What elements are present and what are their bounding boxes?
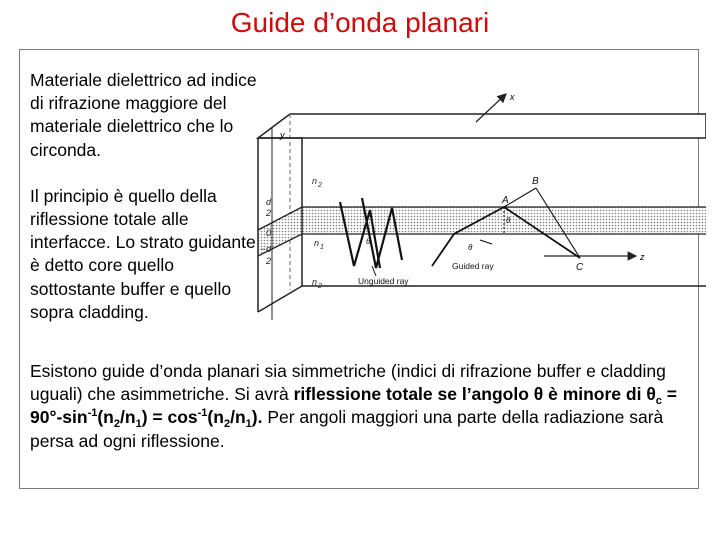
label-n2-top: n (312, 176, 318, 186)
bottom-bold-1: riflessione totale se l’angolo θ è minore di θ (293, 384, 656, 405)
sub-n1-a: 1 (135, 418, 142, 431)
bottom-bold-3: (n (97, 407, 114, 428)
theta-label-2: θ (506, 216, 511, 225)
axis-x-label: x (510, 92, 515, 102)
bottom-bold-7: /n (230, 407, 246, 428)
label-n2-bottom-sub: 2 (318, 283, 322, 290)
label-n2-top-sub: 2 (318, 182, 322, 189)
unguided-ray-label: Unguided ray (358, 276, 409, 286)
bottom-bold-4: /n (120, 407, 136, 428)
axis-z-label: z (640, 252, 645, 262)
intro-paragraph-2: Il principio è quello della riflessione totale alle interfacce. Lo strato guidante è detto core quello sottostante buffer e quello sopra cladding. (30, 185, 256, 322)
point-c-label: C (576, 262, 584, 273)
sup-minus-one-2: -1 (197, 407, 208, 420)
theta-c-subscript: c (655, 395, 662, 408)
point-a-label: A (502, 195, 509, 206)
sub-n2-b: 2 (223, 418, 231, 431)
intro-paragraph-1: Materiale dielettrico ad indice di rifrazione maggiore del materiale dielettrico che lo circonda. (30, 70, 257, 160)
label-n2-bottom: n (312, 277, 318, 287)
waveguide-diagram (254, 80, 706, 342)
tick-minus: − (260, 244, 266, 254)
tick-0: 0 (266, 228, 272, 238)
sub-n1-b: 1 (245, 418, 252, 431)
guided-ray-label: Guided ray (452, 261, 494, 271)
theta-label-3: θ (468, 243, 473, 252)
axis-y-label: y (280, 130, 285, 140)
tick-d-top: d (266, 197, 272, 207)
axis-z (544, 252, 645, 262)
sup-minus-one-1: -1 (87, 407, 98, 420)
label-n1-sub: 1 (320, 244, 324, 251)
tick-2-bot: 2 (266, 256, 272, 266)
bottom-bold-2: = 90°-sin (30, 384, 677, 428)
intro-text (30, 69, 262, 324)
theta-label-1: θ (366, 237, 371, 246)
point-b-label: B (532, 176, 539, 187)
slide-title: Guide d’onda planari (230, 7, 490, 38)
label-n1: n (314, 238, 320, 248)
slab-top-face (258, 114, 706, 138)
bottom-bold-8: ). (251, 407, 263, 428)
bottom-text-part1: Esistono guide d’onda planari sia simmetriche (indici di rifrazione buffer e cladding uguali) che asimmetriche. Si avrà (30, 361, 666, 405)
tick-d-bot: d (266, 244, 272, 254)
bottom-bold-6: (n (207, 407, 224, 428)
tick-2-top: 2 (266, 208, 272, 218)
bottom-paragraph (30, 360, 690, 453)
bottom-text-part2: Per angoli maggiori una parte della radiazione sarà persa ad ogni riflessione. (30, 407, 664, 451)
bottom-bold-5: ) = cos (141, 407, 198, 428)
sub-n2-a: 2 (113, 418, 121, 431)
